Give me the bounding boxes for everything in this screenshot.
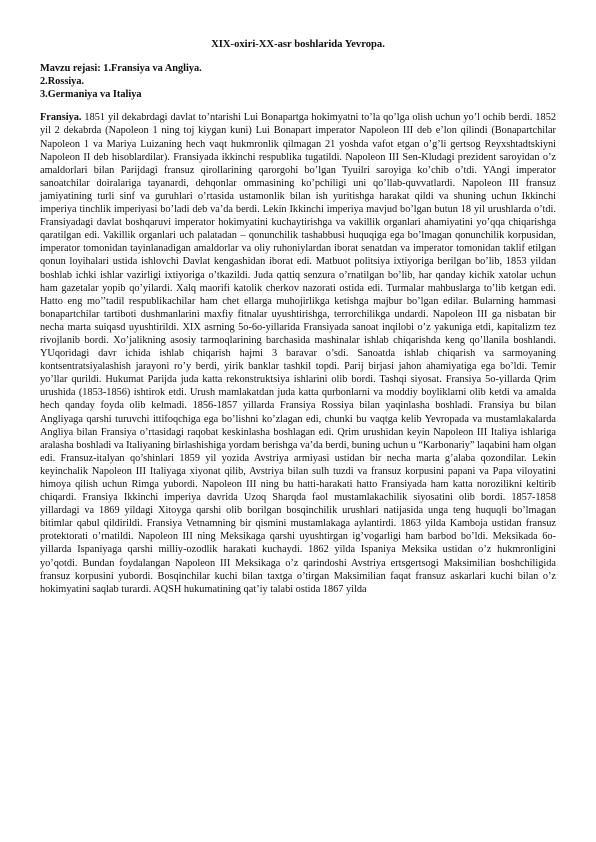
spacer bbox=[40, 101, 556, 111]
paragraph-text: 1851 yil dekabrdagi davlat to’ntarishi Lui Bonapartga hokimyatni to’la qo’lga olish uchun yo’l ochib berdi. 1852 yil 2 dekabrda (Napoleon 1 ning toj kiygan kuni) Lui Bonapart imperator Napoleon III deb e’lon qilindi (Bonapartchilar Napoleon 1 va Mariya Luizaning hech vaqt hukmronlik qilmagan 21 yoshda vafot etgan o’g’li gertsog Reyxshtadtskiyni Napoleon II deb hisoblardilar). Fransiyada ikkinchi respublika tugatildi. Napoleon III Sen-Kludagi prezident saroyidan o’z amaldorlari bilan Parijdagi fransuz qirollarining qarorgohi bo’lgan Tyuilri saroyiga ko’chib o’tdi. YAngi imperator sanoatchilar doiralariga tayanardi, dehqonlar ommasining ko’pchiligi uni qo’llab-quvvatlardi. Napoleon III fransuz jamiyatining turli sinf va guruhlari o’rtasida ustamonlik bilan ish yuritishga harakat qildi va shuning uchun Ikkinchi imperiya tinchlik imperiyasi bo’ladi deb va’da berdi. Lekin Ikkinchi imperiya mavjud bo’lgan butun 18 yil urushlarda o’tdi. Fransiyadagi davlat boshqaruvi imperator hokimyatini kuchaytirishga va vakillik organlari ahamiyatini yo’qqa chiqarishga qaratilgan edi. Vakillik organlari uch palatadan – qonunchilik tashabbusi huquqiga ega bo’lmagan qonunchilik korpusidan, imperator tomonidan tayinlanadigan amaldorlar va oliy ruhoniylardan iborat senatdan va imperator tomonidan taklif etilgan qonun loyihalari ustida ishlovchi Davlat kengashidan iborat edi. Matbuot politsiya ixtiyoriga berilgan bo’lib, 1853 yildan boshlab ichki ishlar vazirligi ixtiyoriga o’tkazildi. Juda qattiq senzura o’rnatilgan bo’lib, har qanday kichik xatolar uchun ham gazetalar yopib qo’yilardi. Xalq maorifi katolik cherkov nazorati ostida edi. Turmalar mahbuslarga to’lib ketgan edi. Hatto eng mo’’tadil respublikachilar ham chet ellarga muhojirlikga ketishga majbur bo’lgan edilar. Bularning hammasi bonapartchilar tartiboti dushmanlarini maxfiy fitnalar uyushtirishga, terrorchilikga undardi. Napoleon III ga nisbatan bir necha marta suiqasd uyushtirildi. XIX asrning 5o-6o-yillarida Fransiyada sanoat inqilobi o’z yakuniga etdi, kapitalizm tez rivojlanib bordi. Xo’jalikning asosiy tarmoqlarining barchasida mashinalar ishlab chiqarishda keng qo’llanila boshlandi. YUqoridagi davr ichida ishlab chiqarish hajmi 3 baravar o’sdi. Sanoatda ishlab chiqarish va sarmoyaning kontsentratsiyalashish jarayoni ro’y berdi, yirik banklar tashkil topdi. Parij birjasi jahon ahamiyatiga ega bo’ldi. Temir yo’llar qurildi. Hukumat Parijda juda katta rekonstruktsiya ishlarini olib bordi. Tashqi siyosat. Fransiya 5o-yillarda Qrim urushida (1853-1856) ishtirok etdi. Urush mamlakatdan juda katta qurbonlarni va moddiy boyliklarni olib ketdi va amalda hech qanday foyda olib kelmadi. 1856-1857 yillarda Fransiya Rossiya bilan yaqinlasha boshladi. Fransiya bu bilan Angliyaga qarshi turuvchi ittifoqchiga ega bo’lishni ko’zlagan edi, chunki bu vaqtga kelib Yevropada va mustamlakalarda Angliya bilan Fransiya o’rtasidagi raqobat keskinlasha boshlagan edi. Qrim urushidan keyin Napoleon III Italiya ishlariga aralasha boshladi va Italiyaning birlashishiga yordam berishga va’da berdi, buning uchun u “Karbonariy” laqabini ham olgan edi. Fransuz-italyan qo’shinlari 1859 yil yozida Avstriya armiyasi ustidan bir necha marta g’alaba qozondilar. Lekin keyinchalik Napoleon III Italiyaga xiyonat qilib, Avstriya bilan sulh tuzdi va fransuz korpusini papani va Papa viloyatini himoya qilish uchun Rimga yubordi. Napoleon III ning bu hatti-harakati hatto Fransiyada ham katta norozilikni keltirib chiqardi. Fransiya Ikkinchi imperiya davrida Uzoq Sharqda faol mustamlakachilik siyosatini olib bordi. 1857-1858 yillardagi va 1869 yildagi Xitoyga qarshi olib borilgan bosqinchilik urushlari natijasida unga teng huquqli bo’lmagan bitimlar qabul qildirildi. Fransiya Vetnamning bir qismini mustamlakaga aylantirdi. 1863 yilda Kamboja ustidan fransuz protektorati o’rnatildi. Napoleon III ning Meksikaga qarshi uyushtirgan ig’vogarligi ham barbod bo’ldi. Meksikada 6o-yillarda Ispaniyaga qarshi milliy-ozodlik harakati kuchaydi. 1862 yilda Ispaniya Meksika ustidan o’z hukmronligini yo’qotdi. Bundan foydalangan Napoleon III Meksikaga o’z qarindoshi Avstriya ertsgertsogi Maksimilian boshchiligida fransuz korpusini yubordi. Bosqinchilar kuchi bilan taxtga o’tirgan Maksimilian faqat fransuz askarlari kuchi bilan o’z hokimyatini saqlab turardi. AQSH hukumatining qat’iy talabi ostida 1867 yilda bbox=[40, 112, 556, 595]
section-lead-word: Fransiya. bbox=[40, 112, 82, 124]
document-title: XIX-oxiri-XX-asr boshlarida Yevropa. bbox=[211, 39, 385, 50]
plan-item: 3.Germaniya va Italiya bbox=[40, 89, 142, 101]
lesson-plan bbox=[40, 62, 556, 101]
document-page bbox=[40, 38, 556, 596]
body-paragraph bbox=[40, 111, 556, 595]
plan-item: Mavzu rejasi: 1.Fransiya va Angliya. bbox=[40, 63, 202, 75]
plan-item: 2.Rossiya. bbox=[40, 76, 85, 88]
